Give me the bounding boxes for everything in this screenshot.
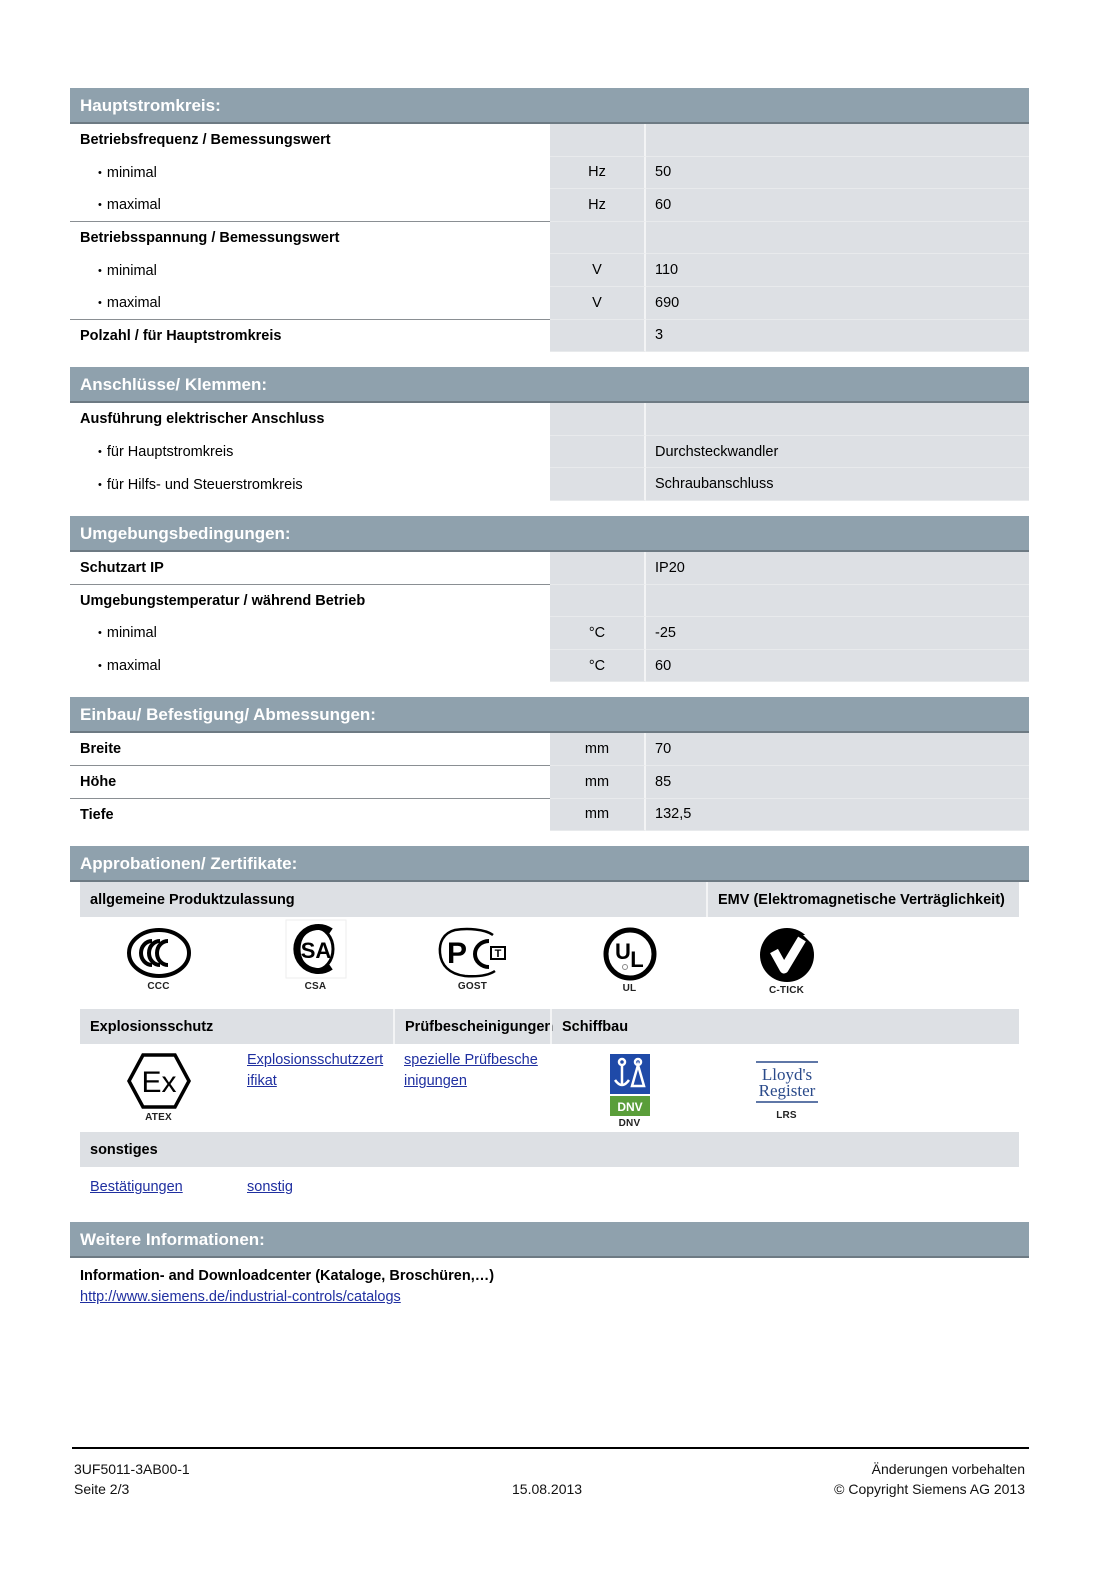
row-value: 690: [646, 287, 1029, 320]
svg-text:U: U: [614, 939, 631, 965]
svg-text:T: T: [494, 948, 501, 961]
table-row: [70, 287, 1029, 320]
table-row: [70, 222, 1029, 255]
section-title: Weitere Informationen:: [70, 1222, 1029, 1258]
row-value: [646, 585, 1029, 618]
row-label: Polzahl / für Hauptstromkreis: [80, 327, 282, 344]
row-label: • minimal: [70, 254, 550, 287]
logo-caption: C-TICK: [768, 985, 805, 997]
emv-header: EMV (Elektromagnetische Verträglichkeit): [706, 882, 1019, 917]
table-row: [70, 650, 1029, 683]
section-title: Umgebungsbedingungen:: [70, 516, 1029, 552]
table-row: [70, 254, 1029, 287]
logo-lrs: [708, 1044, 865, 1121]
row-unit: mm: [550, 766, 646, 799]
row-value: Schraubanschluss: [646, 468, 1029, 501]
row-value: 70: [646, 733, 1029, 766]
table-row: [70, 468, 1029, 501]
row-unit: V: [550, 254, 646, 287]
pruef-header: Prüfbescheinigungen: [393, 1009, 550, 1044]
change-notice: Änderungen vorbehalten: [871, 1461, 1025, 1477]
section-hauptstromkreis: [70, 88, 1029, 352]
row-label: • für Hilfs- und Steuerstromkreis: [70, 468, 550, 501]
table-row: [70, 320, 1029, 353]
svg-text:Register: Register: [758, 1081, 815, 1101]
logo-csa: [237, 917, 394, 992]
row-label: • minimal: [70, 157, 550, 190]
approvals-header-row-2: [80, 1009, 1019, 1044]
logo-ccc: [80, 917, 237, 992]
row-label: Schutzart IP: [70, 552, 550, 585]
table-row: [70, 799, 1029, 832]
row-unit: °C: [550, 650, 646, 683]
row-value: 50: [646, 157, 1029, 190]
row-unit: V: [550, 287, 646, 320]
logo-caption: CCC: [147, 981, 170, 993]
sonstiges-links-row: [80, 1167, 1019, 1207]
section-title: Hauptstromkreis:: [70, 88, 1029, 124]
section-einbau: [70, 697, 1029, 831]
svg-text:Ex: Ex: [140, 1066, 177, 1100]
approvals-logos-row-2: [80, 1044, 1019, 1132]
row-value: 85: [646, 766, 1029, 799]
row-label: Breite: [70, 733, 550, 766]
logo-dnv: [551, 1044, 708, 1129]
pruef-link-cell: [394, 1044, 551, 1092]
ctick-mark-icon: [757, 927, 817, 983]
approvals-header-row: [80, 882, 1019, 917]
row-value: Durchsteckwandler: [646, 436, 1029, 469]
row-unit: [550, 403, 646, 436]
row-unit: mm: [550, 733, 646, 766]
section-weitere: [70, 1222, 1029, 1316]
row-unit: [550, 552, 646, 585]
explosion-certificate-link[interactable]: Explosionsschutzzertifikat: [247, 1052, 384, 1090]
logo-caption: CSA: [304, 981, 327, 993]
explosion-link-cell: [237, 1044, 394, 1092]
table-row: [70, 189, 1029, 222]
table-row: [70, 436, 1029, 469]
explosion-header: Explosionsschutz: [90, 1019, 214, 1036]
page-number: Seite 2/3: [74, 1481, 130, 1497]
logo-ul: [551, 917, 708, 994]
row-value: 60: [646, 189, 1029, 222]
logo-caption: UL: [622, 983, 637, 995]
table-row: [70, 617, 1029, 650]
section-anschluesse: [70, 367, 1029, 501]
test-certificates-link[interactable]: spezielle Prüfbescheinigungen: [404, 1052, 538, 1090]
row-value: 110: [646, 254, 1029, 287]
table-row: [70, 585, 1029, 618]
row-label: Tiefe: [80, 806, 114, 823]
logo-caption: DNV: [618, 1118, 641, 1130]
general-approval-header: allgemeine Produktzulassung: [90, 892, 295, 909]
row-unit: Hz: [550, 157, 646, 190]
gost-mark-icon: [437, 927, 509, 979]
sonstiges-header: sonstiges: [90, 1142, 158, 1159]
row-unit: [550, 468, 646, 501]
row-unit: Hz: [550, 189, 646, 222]
section-title: Anschlüsse/ Klemmen:: [70, 367, 1029, 403]
logo-caption: ATEX: [145, 1112, 172, 1124]
ul-mark-icon: [602, 927, 658, 981]
dnv-anchor-icon: [610, 1054, 650, 1116]
ccc-mark-icon: [126, 927, 192, 979]
csa-mark-icon: [285, 919, 347, 979]
row-value: 3: [646, 320, 1029, 353]
row-value: [646, 222, 1029, 255]
svg-text:L: L: [629, 947, 644, 973]
approvals-logos-row: [80, 917, 1019, 1009]
section-title: Approbationen/ Zertifikate:: [70, 846, 1029, 882]
page-footer: [72, 1447, 1029, 1497]
atex-ex-icon: [126, 1052, 192, 1110]
svg-text:Lloyd's: Lloyd's: [761, 1065, 812, 1085]
row-value: -25: [646, 617, 1029, 650]
copyright: © Copyright Siemens AG 2013: [834, 1481, 1025, 1497]
table-row: [70, 552, 1029, 585]
row-unit: mm: [550, 799, 646, 832]
info-title: Information- and Downloadcenter (Kataloge, Broschüren,…): [80, 1268, 495, 1285]
schiffbau-header: Schiffbau: [550, 1009, 1019, 1044]
row-label: Betriebsspannung / Bemessungswert: [80, 230, 340, 247]
row-label: • minimal: [70, 617, 550, 650]
row-label: • für Hauptstromkreis: [70, 436, 550, 469]
table-row: [70, 157, 1029, 190]
approvals-header-row-3: [80, 1132, 1019, 1167]
row-label: • maximal: [70, 287, 550, 320]
row-label: • maximal: [70, 650, 550, 683]
svg-text:SA: SA: [300, 938, 331, 964]
row-value: [646, 124, 1029, 157]
article-number: 3UF5011-3AB00-1: [74, 1461, 190, 1477]
table-row: [70, 766, 1029, 799]
row-label: Höhe: [70, 766, 550, 799]
row-unit: [550, 320, 646, 353]
row-unit: [550, 124, 646, 157]
lloyds-register-icon: [754, 1060, 820, 1108]
table-row: [70, 403, 1029, 436]
sonstig-link[interactable]: sonstig: [247, 1178, 293, 1195]
row-label: • maximal: [70, 189, 550, 222]
logo-atex: [80, 1044, 237, 1123]
logo-caption: LRS: [776, 1110, 797, 1122]
table-row: [70, 733, 1029, 766]
confirmations-link[interactable]: Bestätigungen: [90, 1178, 183, 1195]
row-label: Betriebsfrequenz / Bemessungswert: [80, 132, 331, 149]
row-label: Ausführung elektrischer Anschluss: [80, 411, 325, 428]
svg-text:P: P: [446, 937, 467, 971]
row-value: [646, 403, 1029, 436]
catalog-link[interactable]: http://www.siemens.de/industrial-controls/catalogs: [80, 1289, 401, 1306]
section-title: Einbau/ Befestigung/ Abmessungen:: [70, 697, 1029, 733]
row-value: 132,5: [646, 799, 1029, 832]
row-label: Umgebungstemperatur / während Betrieb: [80, 592, 366, 609]
footer-date: 15.08.2013: [512, 1481, 583, 1497]
section-approbationen: [70, 846, 1029, 1207]
row-unit: °C: [550, 617, 646, 650]
datasheet-page: [70, 88, 1029, 1331]
svg-text:DNV: DNV: [616, 1100, 643, 1115]
section-umgebung: [70, 516, 1029, 682]
logo-caption: GOST: [457, 981, 488, 993]
row-unit: [550, 436, 646, 469]
row-unit: [550, 585, 646, 618]
logo-gost: [394, 917, 551, 992]
row-value: IP20: [646, 552, 1029, 585]
table-row: [70, 124, 1029, 157]
row-value: 60: [646, 650, 1029, 683]
row-unit: [550, 222, 646, 255]
logo-ctick: [708, 917, 865, 996]
